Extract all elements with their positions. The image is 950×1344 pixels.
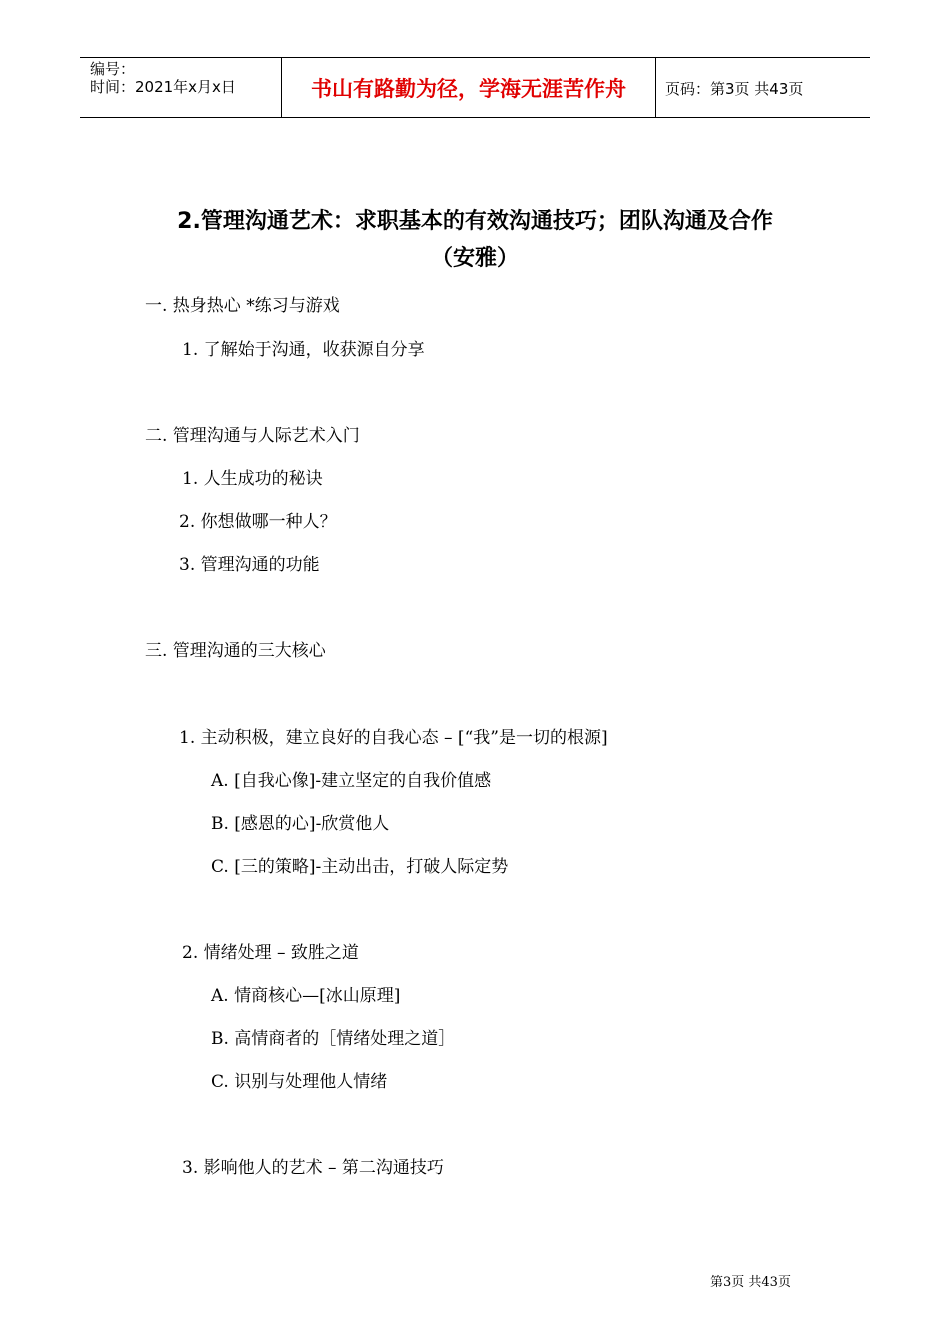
list-item: A. 情商核心—[冰山原理] [211, 986, 401, 1006]
list-item: C. 识别与处理他人情绪 [211, 1072, 388, 1092]
header-top-rule [80, 57, 870, 58]
subsection-heading: 3. 影响他人的艺术 – 第二沟通技巧 [182, 1158, 444, 1178]
subsection-heading: 2. 情绪处理 – 致胜之道 [182, 943, 359, 963]
header-number-label: 编号： [90, 60, 136, 78]
section-heading: 三. 管理沟通的三大核心 [145, 641, 326, 661]
header-motto: 书山有路勤为径，学海无涯苦作舟 [311, 77, 626, 101]
document-title-author: （安雅） [430, 246, 519, 271]
list-item: 3. 管理沟通的功能 [179, 555, 320, 575]
page-footer: 第3页 共43页 [710, 1275, 791, 1290]
subsection-heading: 1. 主动积极，建立良好的自我心态 – [“我”是一切的根源] [179, 728, 608, 748]
list-item: A. [自我心像]-建立坚定的自我价值感 [211, 771, 492, 791]
section-heading: 一. 热身热心 *练习与游戏 [145, 296, 340, 316]
list-item: C. [三的策略]-主动出击，打破人际定势 [211, 857, 509, 877]
header-time-label: 时间：2021年x月x日 [90, 78, 236, 96]
list-item: B. [感恩的心]-欣赏他人 [211, 814, 390, 834]
list-item: B. 高情商者的［情绪处理之道］ [211, 1029, 456, 1049]
list-item: 1. 人生成功的秘诀 [182, 469, 323, 489]
header-page-code: 页码：第3页 共43页 [665, 80, 804, 98]
list-item: 2. 你想做哪一种人？ [179, 512, 337, 532]
header-bottom-rule [80, 117, 870, 118]
section-heading: 二. 管理沟通与人际艺术入门 [145, 426, 360, 446]
list-item: 1. 了解始于沟通，收获源自分享 [182, 340, 425, 360]
document-title: 2.管理沟通艺术：求职基本的有效沟通技巧；团队沟通及合作 [177, 209, 773, 234]
header-divider-right [655, 57, 656, 118]
